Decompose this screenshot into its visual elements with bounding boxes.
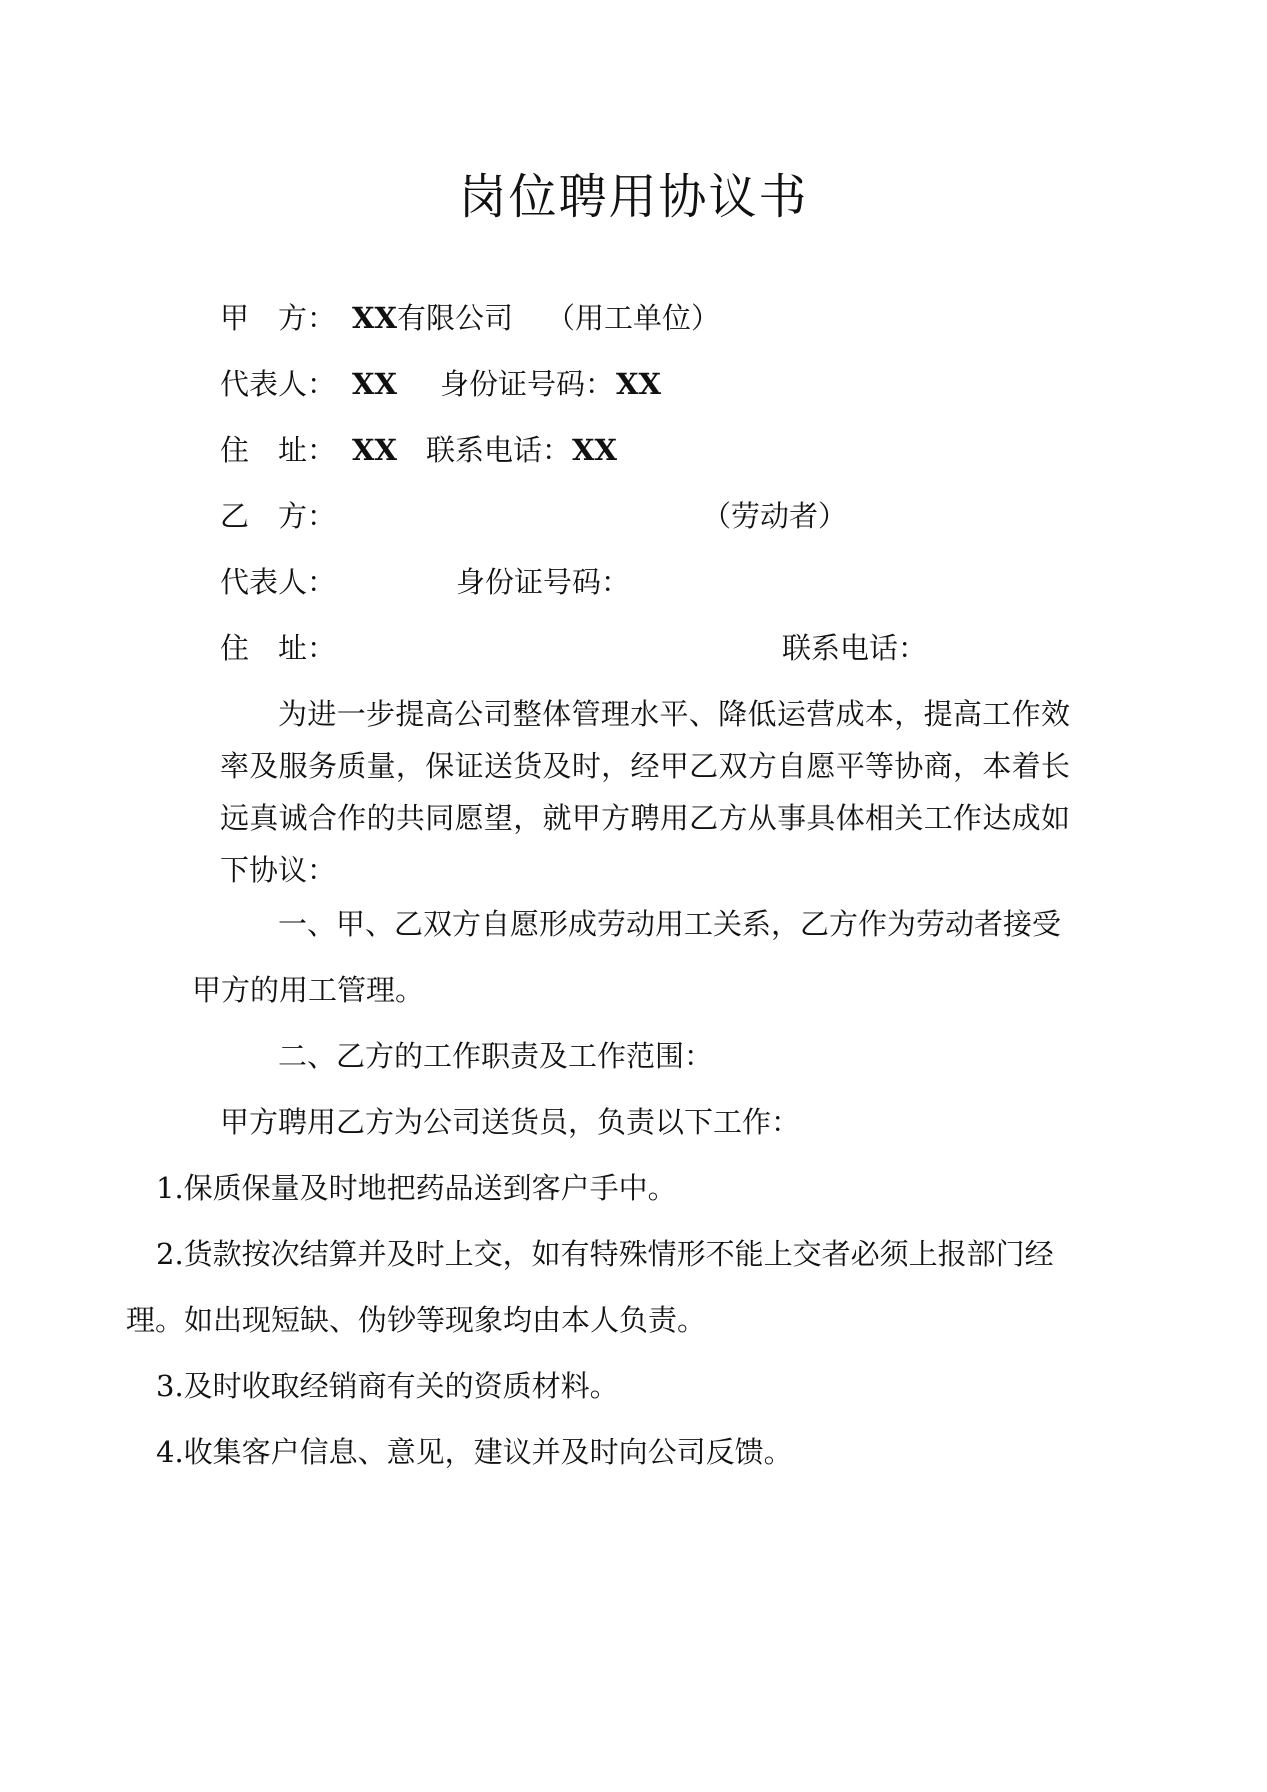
party-b-phone-label: 联系电话： — [782, 631, 928, 665]
duty-item-3: 3.及时收取经销商有关的资质材料。 — [156, 1369, 619, 1403]
party-a-name-xx: XX — [352, 301, 398, 335]
party-b-rep-label: 代表人： — [220, 565, 337, 599]
document-title: 岗位聘用协议书 — [458, 169, 809, 225]
party-a-phone-value: XX — [572, 433, 618, 467]
clause1-line2: 甲方的用工管理。 — [192, 973, 425, 1007]
intro-paragraph: 为进一步提高公司整体管理水平、降低运营成本，提高工作效率及服务质量，保证送货及时，经甲乙双方自愿平等协商，本着长远真诚合作的共同愿望，就甲方聘用乙方从事具体相关工作达成如下协议： — [220, 697, 1070, 887]
party-a-name-suffix: 有限公司 — [397, 301, 514, 335]
clause1-line1: 一、甲、乙双方自愿形成劳动用工关系，乙方作为劳动者接受 — [278, 907, 1062, 941]
party-a-name — [352, 300, 513, 336]
duty-item-2-line2: 理。如出现短缺、伪钞等现象均由本人负责。 — [126, 1303, 707, 1337]
duty-item-2-line1: 2.货款按次结算并及时上交，如有特殊情形不能上交者必须上报部门经 — [156, 1237, 1054, 1271]
party-a-rep-label: 代表人： — [220, 367, 337, 401]
party-a-address-value: XX — [352, 433, 398, 467]
party-b-address-label: 住 址： — [220, 631, 337, 665]
party-a-role: （用工单位） — [546, 301, 721, 335]
party-a-id-value: XX — [616, 367, 662, 401]
clause2-intro: 甲方聘用乙方为公司送货员，负责以下工作： — [220, 1105, 801, 1139]
party-a-rep-value: XX — [352, 367, 398, 401]
party-a-phone-label: 联系电话： — [426, 433, 572, 467]
party-a-id-label: 身份证号码： — [440, 367, 615, 401]
party-a-address-label: 住 址： — [220, 433, 337, 467]
clause2-heading: 二、乙方的工作职责及工作范围： — [278, 1039, 714, 1073]
duty-item-4: 4.收集客户信息、意见，建议并及时向公司反馈。 — [156, 1435, 793, 1469]
party-b-label: 乙 方： — [220, 499, 337, 533]
party-b-id-label: 身份证号码： — [456, 565, 631, 599]
party-b-role: （劳动者） — [702, 499, 848, 533]
duty-item-1: 1.保质保量及时地把药品送到客户手中。 — [156, 1171, 677, 1205]
party-a-label: 甲 方： — [220, 301, 337, 335]
